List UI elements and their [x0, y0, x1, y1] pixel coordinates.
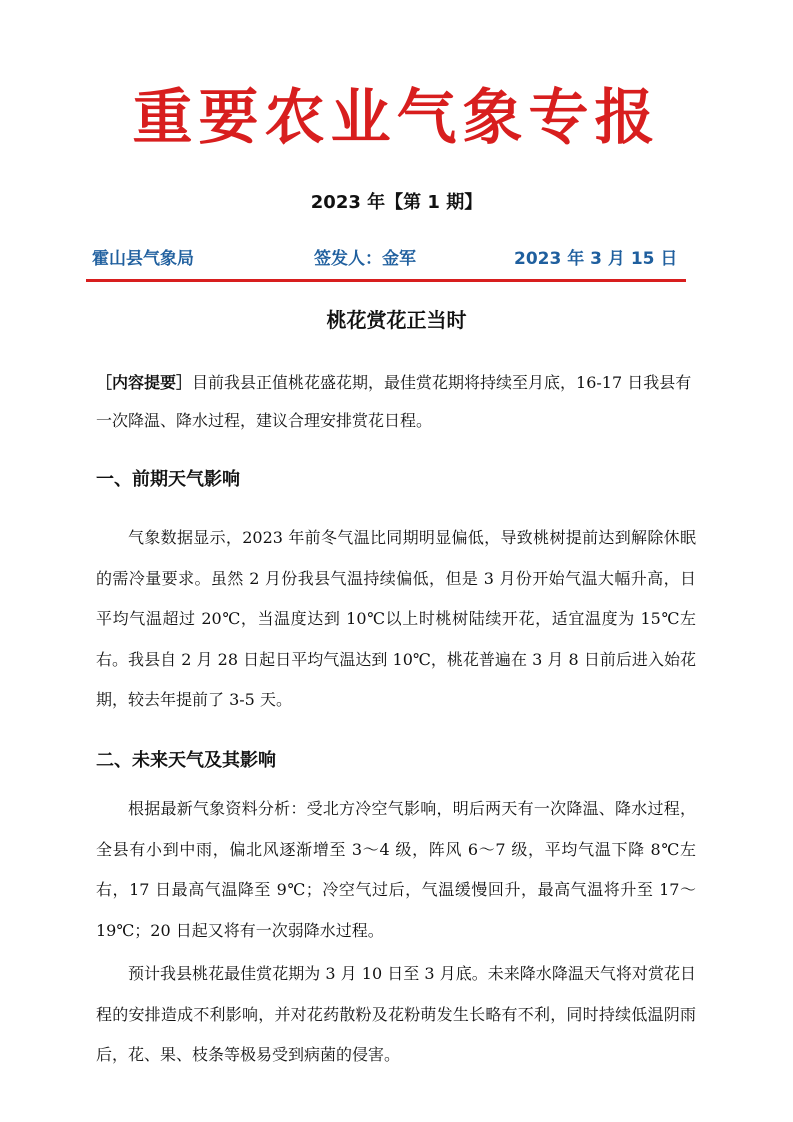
- issue-meta-row: [92, 246, 692, 272]
- section-heading-future-weather: 二、未来天气及其影响: [96, 750, 276, 771]
- signer-name: 签发人：金军: [314, 249, 416, 269]
- section-paragraph: 根据最新气象资料分析：受北方冷空气影响，明后两天有一次降温、降水过程，全县有小到中雨，偏北风逐渐增至 3～4 级，阵风 6～7 级，平均气温下降 8℃左右，17 日最高气温降至 9℃；冷空气过后，气温缓慢回升，最高气温将升至 17～19℃；20 日起又将有一次弱降水过程。: [96, 799, 696, 940]
- issue-number: 2023 年【第 1 期】: [310, 192, 483, 213]
- issue-date: 2023 年 3 月 15 日: [514, 249, 678, 269]
- summary-label: ［内容提要］: [96, 373, 193, 392]
- masthead-title: 重要农业气象专报: [132, 83, 661, 153]
- header-divider: [86, 279, 686, 282]
- issuer-name: 霍山县气象局: [92, 249, 194, 269]
- section-paragraph: 气象数据显示，2023 年前冬气温比同期明显偏低，导致桃树提前达到解除休眠的需冷量要求。虽然 2 月份我县气温持续偏低，但是 3 月份开始气温大幅升高，日平均气温超过 20℃，当温度达到 10℃以上时桃树陆续开花，适宜温度为 15℃左右。我县自 2 月 28 日起日平均气温达到 10℃，桃花普遍在 3 月 8 日前后进入始花期，较去年提前了 3-5 天。: [96, 528, 696, 709]
- content-summary: [96, 364, 696, 440]
- summary-text: 目前我县正值桃花盛花期，最佳赏花期将持续至月底，16-17 日我县有一次降温、降水过程，建议合理安排赏花日程。: [96, 373, 692, 430]
- section-paragraph: 预计我县桃花最佳赏花期为 3 月 10 日至 3 月底。未来降水降温天气将对赏花日程的安排造成不利影响，并对花药散粉及花粉萌发生长略有不利，同时持续低温阴雨后，花、果、枝条等极易受到病菌的侵害。: [96, 964, 696, 1064]
- document-title: 桃花赏花正当时: [326, 308, 467, 332]
- section-heading-previous-weather: 一、前期天气影响: [96, 469, 240, 490]
